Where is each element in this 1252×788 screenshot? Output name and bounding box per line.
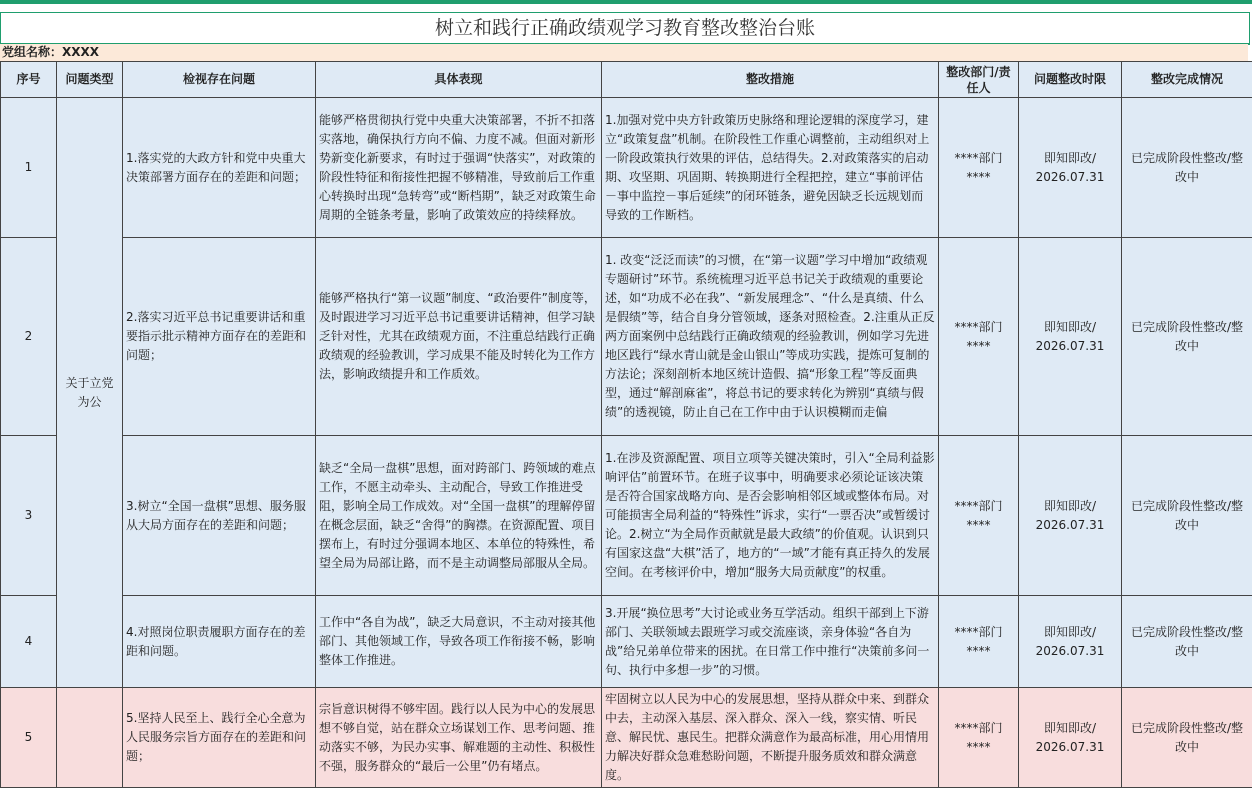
status-cell[interactable]: 已完成阶段性整改/整改中 — [1122, 688, 1252, 788]
detail-cell[interactable]: 工作中“各自为战”，缺乏大局意识，不主动对接其他部门、其他领域工作，导致各项工作衔接不畅，影响整体工作推进。 — [316, 596, 602, 688]
deadline-cell[interactable]: 即知即改/ 2026.07.31 — [1019, 596, 1122, 688]
top-accent-bar — [0, 0, 1252, 4]
detail-cell[interactable]: 缺乏“全局一盘棋”思想，面对跨部门、跨领域的难点工作，不愿主动牵头、主动配合，导致工作推进受阻，影响全局工作成效。对“全国一盘棋”的理解停留在概念层面，缺乏“舍得”的胸襟。在资源配置、项目摆布上，有时过分强调本地区、本单位的特殊性，希望全局为局部让路，而不是主动调整局部服从全局。 — [316, 436, 602, 596]
deadline-cell[interactable]: 即知即改/ 2026.07.31 — [1019, 436, 1122, 596]
dept-cell[interactable]: ****部门 **** — [939, 688, 1019, 788]
category-cell[interactable]: 关于立党为公 — [57, 98, 123, 688]
header-dept[interactable]: 整改部门/责任人 — [939, 62, 1019, 98]
measures-cell[interactable]: 1.加强对党中央方针政策历史脉络和理论逻辑的深度学习，建立“政策复盘”机制。在阶段性工作重心调整前，主动组织对上一阶段政策执行效果的评估，总结得失。2.对政策落实的启动期、攻坚期、巩固期、转换期进行全程把控，建立“事前评估－事中监控－事后延续”的闭环链条，避免因缺乏长远规划而导致的工作断档。 — [602, 98, 939, 238]
row-no-cell[interactable]: 4 — [1, 596, 57, 688]
table-row — [1, 238, 1252, 436]
header-detail[interactable]: 具体表现 — [316, 62, 602, 98]
dept-cell[interactable]: ****部门 **** — [939, 596, 1019, 688]
rectification-ledger-table — [0, 61, 1252, 788]
issue-cell[interactable]: 4.对照岗位职责履职方面存在的差距和问题。 — [123, 596, 316, 688]
row-no-cell[interactable]: 5 — [1, 688, 57, 788]
header-type[interactable]: 问题类型 — [57, 62, 123, 98]
header-no[interactable]: 序号 — [1, 62, 57, 98]
header-deadline[interactable]: 问题整改时限 — [1019, 62, 1122, 98]
detail-cell[interactable]: 宗旨意识树得不够牢固。践行以人民为中心的发展思想不够自觉，站在群众立场谋划工作、思考问题、推动落实不够，为民办实事、解难题的主动性、积极性不强，服务群众的“最后一公里”仍有堵点。 — [316, 688, 602, 788]
header-issue[interactable]: 检视存在问题 — [123, 62, 316, 98]
org-name-label: 党组名称：XXXX — [2, 44, 99, 61]
table-row — [1, 436, 1252, 596]
header-row — [1, 62, 1252, 98]
issue-cell[interactable]: 2.落实习近平总书记重要讲话和重要指示批示精神方面存在的差距和问题； — [123, 238, 316, 436]
dept-cell[interactable]: ****部门 **** — [939, 238, 1019, 436]
status-cell[interactable]: 已完成阶段性整改/整改中 — [1122, 436, 1252, 596]
table-row — [1, 98, 1252, 238]
table-row — [1, 688, 1252, 788]
status-cell[interactable]: 已完成阶段性整改/整改中 — [1122, 98, 1252, 238]
status-cell[interactable]: 已完成阶段性整改/整改中 — [1122, 596, 1252, 688]
issue-cell[interactable]: 5.坚持人民至上、践行全心全意为人民服务宗旨方面存在的差距和问题； — [123, 688, 316, 788]
measures-cell[interactable]: 1. 改变“泛泛而读”的习惯，在“第一议题”学习中增加“政绩观专题研讨”环节。系统梳理习近平总书记关于政绩观的重要论述，如“功成不必在我”、“新发展理念”、“什么是真绩、什么是假绩”等，结合自身分管领域，逐条对照检查。2.注重从正反两方面案例中总结践行正确政绩观的经验教训，例如学习先进地区践行“绿水青山就是金山银山”等成功实践，提炼可复制的方法论；深刻剖析本地区统计造假、搞“形象工程”等反面典型，通过“解剖麻雀”，将总书记的要求转化为辨别“真绩与假绩”的透视镜，防止自己在工作中由于认识模糊而走偏 — [602, 238, 939, 436]
issue-cell[interactable]: 3.树立“全国一盘棋”思想、服务服从大局方面存在的差距和问题； — [123, 436, 316, 596]
dept-cell[interactable]: ****部门 **** — [939, 436, 1019, 596]
detail-cell[interactable]: 能够严格贯彻执行党中央重大决策部署，不折不扣落实落地，确保执行方向不偏、力度不减。但面对新形势新变化新要求，有时过于强调“快落实”，对政策的阶段性特征和衔接性把握不够精准，导致前后工作重心转换时出现“急转弯”或“断档期”，缺乏对政策生命周期的全链条考量，影响了政策效应的持续释放。 — [316, 98, 602, 238]
deadline-cell[interactable]: 即知即改/ 2026.07.31 — [1019, 238, 1122, 436]
status-cell[interactable]: 已完成阶段性整改/整改中 — [1122, 238, 1252, 436]
detail-cell[interactable]: 能够严格执行“第一议题”制度、“政治要件”制度等，及时跟进学习习近平总书记重要讲话精神，但学习缺乏针对性，尤其在政绩观方面，不注重总结践行正确政绩观的经验教训，学习成果不能及时转化为工作方法，影响政绩提升和工作质效。 — [316, 238, 602, 436]
deadline-cell[interactable]: 即知即改/ 2026.07.31 — [1019, 98, 1122, 238]
measures-cell[interactable]: 1.在涉及资源配置、项目立项等关键决策时，引入“全局利益影响评估”前置环节。在班子议事中，明确要求必须论证该决策是否符合国家战略方向、是否会影响相邻区域或整体布局。对可能损害全局利益的“特殊性”诉求，实行“一票否决”或暂缓讨论。2.树立“为全局作贡献就是最大政绩”的价值观。认识到只有国家这盘“大棋”活了，地方的“一域”才能有真正持久的发展空间。在考核评价中，增加“服务大局贡献度”的权重。 — [602, 436, 939, 596]
measures-cell[interactable]: 牢固树立以人民为中心的发展思想，坚持从群众中来、到群众中去，主动深入基层、深入群众、深入一线，察实情、听民意、解民忧、惠民生。把群众满意作为最高标准，用心用情用力解决好群众急难愁盼问题，不断提升服务质效和群众满意度。 — [602, 688, 939, 788]
row-no-cell[interactable]: 3 — [1, 436, 57, 596]
dept-cell[interactable]: ****部门 **** — [939, 98, 1019, 238]
table-row — [1, 596, 1252, 688]
row-no-cell[interactable]: 1 — [1, 98, 57, 238]
sheet-title: 树立和践行正确政绩观学习教育整改整治台账 — [0, 12, 1250, 45]
row-no-cell[interactable]: 2 — [1, 238, 57, 436]
header-status[interactable]: 整改完成情况 — [1122, 62, 1252, 98]
issue-cell[interactable]: 1.落实党的大政方针和党中央重大决策部署方面存在的差距和问题； — [123, 98, 316, 238]
deadline-cell[interactable]: 即知即改/ 2026.07.31 — [1019, 688, 1122, 788]
measures-cell[interactable]: 3.开展“换位思考”大讨论或业务互学活动。组织干部到上下游部门、关联领域去跟班学习或交流座谈，亲身体验“各自为战”给兄弟单位带来的困扰。在日常工作中推行“决策前多问一句、执行中多想一步”的习惯。 — [602, 596, 939, 688]
category-cell-empty[interactable] — [57, 688, 123, 788]
org-row-background — [0, 44, 1248, 61]
header-measures[interactable]: 整改措施 — [602, 62, 939, 98]
